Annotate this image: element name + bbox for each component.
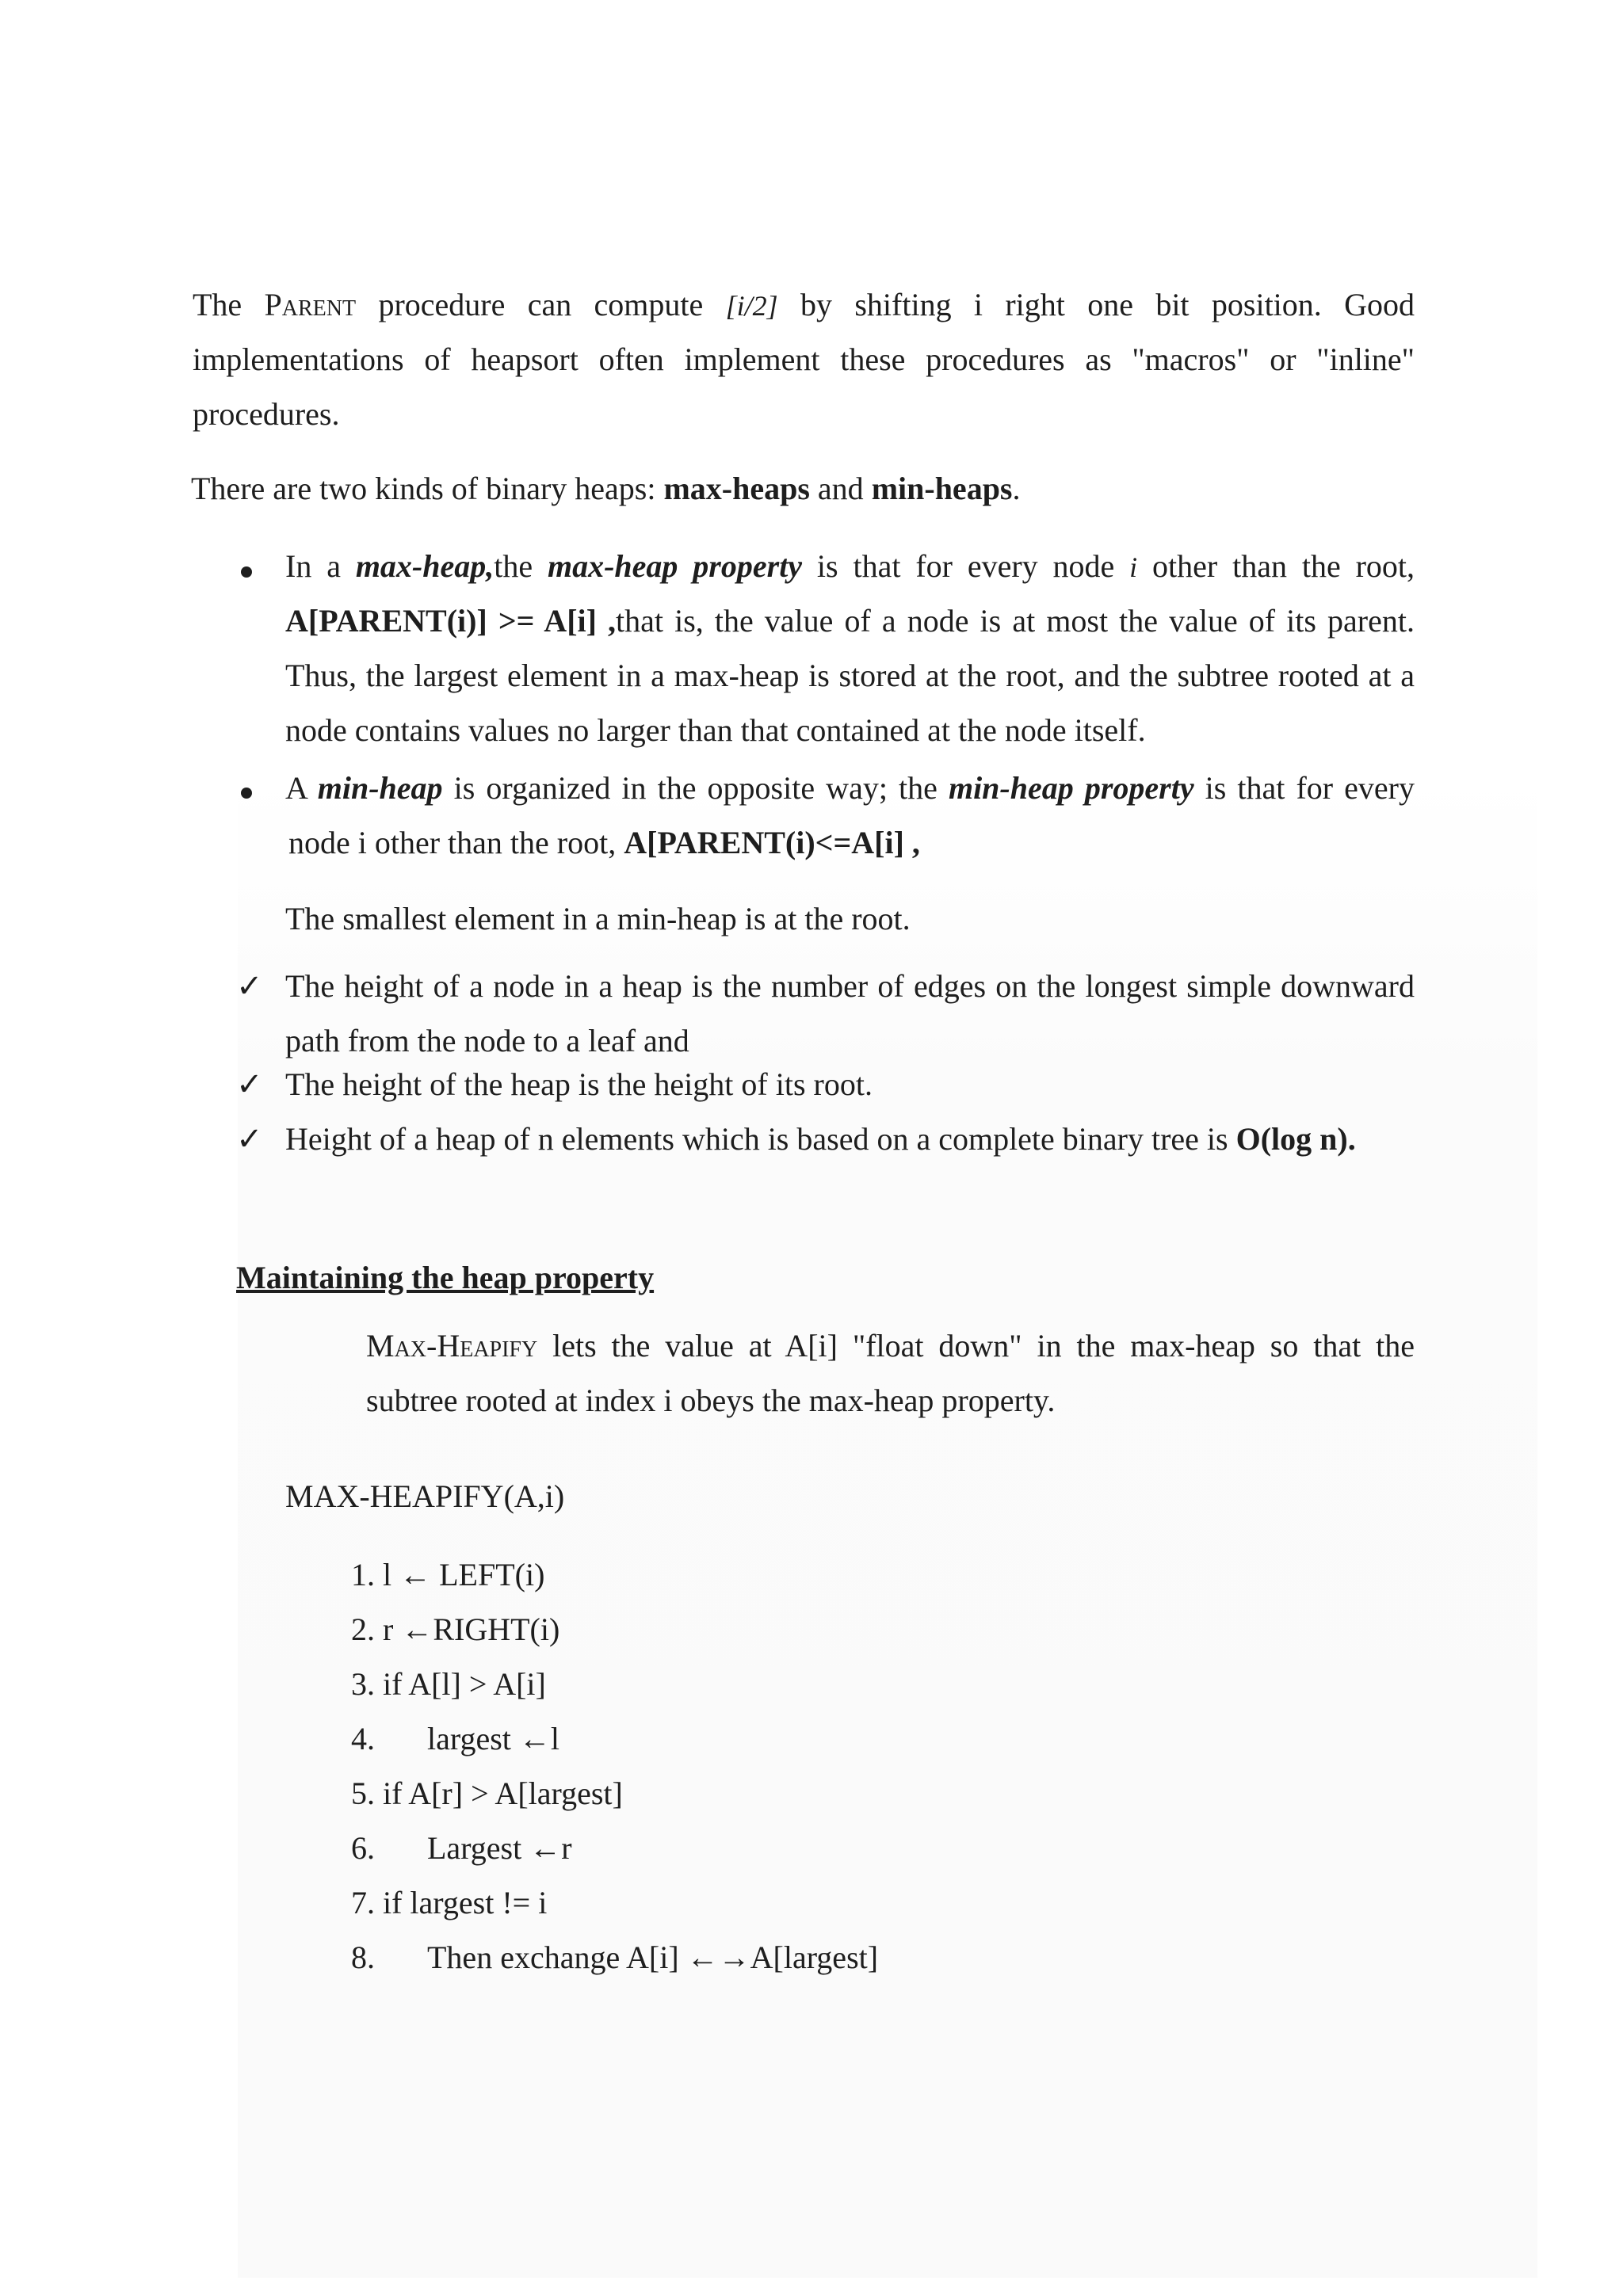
node-variable: i: [1129, 551, 1138, 583]
code-text: Largest ←r: [427, 1830, 572, 1866]
bullet-text: node i other than the root,: [288, 825, 624, 860]
heap-kinds-sentence: [191, 461, 1427, 516]
line-number: 3.: [351, 1666, 375, 1702]
line-number: 2.: [351, 1611, 375, 1647]
bullet-text: is that for every node: [802, 548, 1130, 584]
min-heap-line-2: [285, 815, 1415, 870]
bullet-text: is that for every: [1193, 770, 1415, 806]
check-icon: ✓: [236, 1121, 263, 1157]
bullet-text: other than the root,: [1137, 548, 1415, 584]
code-text: if A[l] > A[i]: [383, 1666, 546, 1702]
min-heap-bullet: [285, 761, 1415, 870]
bullet-icon: [241, 566, 252, 578]
description-line-1: [366, 1318, 1415, 1373]
bullet-text: that is, the value of a node is at most the value of its parent.: [616, 603, 1415, 639]
code-line: [351, 1875, 1302, 1930]
intro-line-2: implementations of heapsort often implement these procedures as "macros" or "inline": [193, 341, 1415, 377]
height-complexity-item: [285, 1112, 1415, 1166]
height-heap-item: [285, 1057, 1415, 1112]
code-text: if largest != i: [383, 1885, 548, 1920]
line-number: 8.: [351, 1939, 375, 1975]
code-text: Then exchange A[i] ←→A[largest]: [427, 1939, 879, 1975]
max-heap-term: max-heap,: [355, 548, 495, 584]
code-line: [351, 1766, 1302, 1821]
max-heaps-term: max-heaps: [663, 471, 810, 506]
check-text: Height of a heap of n elements which is based on a complete binary tree is: [285, 1121, 1236, 1157]
pseudocode: [351, 1547, 1302, 1985]
max-heap-line-2: [285, 593, 1415, 648]
complexity-term: O(log n).: [1235, 1121, 1356, 1157]
max-heap-property-term: max-heap property: [548, 548, 803, 584]
min-heap-formula: A[PARENT(i)<=A[i] ,: [624, 825, 920, 860]
max-heap-formula: A[PARENT(i)] >= A[i] ,: [285, 603, 617, 639]
parent-formula: [i/2]: [725, 290, 778, 322]
line-number: 1.: [351, 1557, 375, 1592]
min-heap-property-term: min-heap property: [948, 770, 1194, 806]
intro-text: by shifting i right one bit position. Good: [800, 287, 1415, 322]
code-line: [351, 1821, 1302, 1875]
intro-line-1: [193, 277, 1415, 332]
kinds-text: and: [809, 471, 872, 506]
heading-text: Maintaining the heap property: [236, 1260, 655, 1295]
intro-line-3: procedures.: [193, 396, 340, 432]
code-line: [351, 1930, 1302, 1985]
code-text: largest ←l: [427, 1721, 560, 1756]
min-heaps-term: min-heaps: [871, 471, 1013, 506]
parent-procedure-name: Parent: [264, 287, 357, 322]
check-text: The height of a node in a heap is the number of edges on the longest simple downward: [285, 968, 1415, 1004]
code-text: if A[r] > A[largest]: [383, 1775, 623, 1811]
code-line: [351, 1602, 1302, 1657]
max-heapify-name: Max-Heapify: [366, 1328, 538, 1363]
section-heading: [236, 1250, 949, 1305]
intro-paragraph: [193, 277, 1415, 441]
max-heap-line-3: Thus, the largest element in a max-heap is stored at the root, and the subtree rooted at a: [285, 658, 1415, 693]
bullet-text: In a: [285, 548, 356, 584]
code-line: [351, 1711, 1302, 1766]
description-line-2: subtree rooted at index i obeys the max-heap property.: [366, 1383, 1056, 1418]
line-number: 5.: [351, 1775, 375, 1811]
max-heap-line-4: node contains values no larger than that contained at the node itself.: [285, 712, 1146, 748]
line-number: 7.: [351, 1885, 375, 1920]
line-number: 4.: [351, 1721, 375, 1756]
min-heap-note: [285, 891, 1415, 946]
bullet-text: A: [285, 770, 318, 806]
max-heap-bullet: [285, 539, 1415, 757]
kinds-text: There are two kinds of binary heaps:: [191, 471, 664, 506]
description-text: lets the value at A[i] "float down" in the max-heap so that the: [537, 1328, 1415, 1363]
signature-text: MAX-HEAPIFY(A,i): [285, 1478, 565, 1514]
code-line: [351, 1547, 1302, 1602]
check-text: path from the node to a leaf and: [285, 1023, 689, 1058]
bullet-text: is organized in the opposite way; the: [442, 770, 949, 806]
code-text: r ←RIGHT(i): [383, 1611, 560, 1647]
min-heap-term: min-heap: [317, 770, 443, 806]
max-heap-line-1: [285, 539, 1415, 593]
check-icon: ✓: [236, 1066, 263, 1102]
smallest-element-text: The smallest element in a min-heap is at the root.: [285, 901, 911, 936]
intro-text: procedure can compute: [378, 287, 704, 322]
intro-text: The: [193, 287, 242, 322]
code-signature: [285, 1469, 999, 1524]
line-number: 6.: [351, 1830, 375, 1866]
check-icon: ✓: [236, 968, 263, 1004]
bullet-text: the: [494, 548, 548, 584]
kinds-text: .: [1012, 471, 1021, 506]
height-node-item: [285, 959, 1415, 1068]
code-line: [351, 1657, 1302, 1711]
min-heap-line-1: [285, 761, 1415, 815]
bullet-icon: [241, 788, 252, 799]
max-heapify-description: [366, 1318, 1415, 1428]
code-text: l ← LEFT(i): [383, 1557, 545, 1592]
check-text: The height of the heap is the height of its root.: [285, 1066, 873, 1102]
